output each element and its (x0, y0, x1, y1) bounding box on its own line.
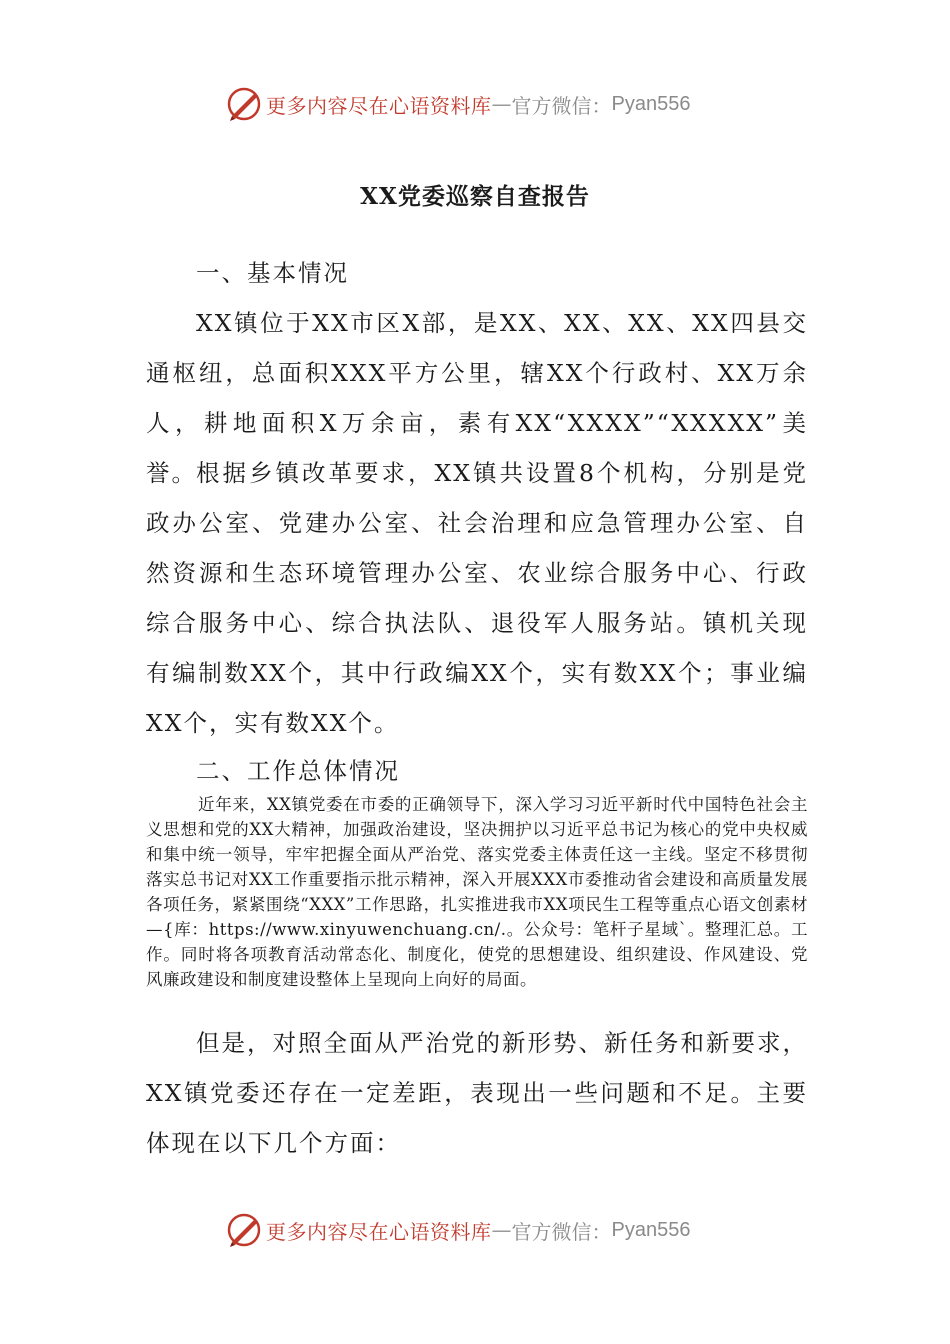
paragraph-town-overview: XX镇位于XX市区X部，是XX、XX、XX、XX四县交通枢纽，总面积XXX平方公里，辖XX个行政村、XX万余人，耕地面积X万余亩，素有XX“XXXX”“XXXXX”美誉。 (146, 309, 808, 487)
paragraph-shortcomings: 但是，对照全面从严治党的新形势、新任务和新要求，XX镇党委还存在一定差距，表现出一些问题和不足。主要体现在以下几个方面： (146, 1029, 808, 1157)
banner-wechat-id: Pyan556 (611, 92, 691, 115)
banner-separator: — (491, 92, 512, 116)
paragraph-institutions: 根据乡镇改革要求，XX镇共设置8个机构，分别是党政办公室、党建办公室、社会治理和应急管理办公室、自然资源和生态环境管理办公室、农业综合服务中心、行政综合服务中心、综合执法队、退役军人服务站。镇机关现有编制数XX个，其中行政编XX个，实有数XX个；事业编XX个，实有数XX个。 (146, 459, 808, 737)
banner-text: 更多内容尽在心语资料库 (266, 93, 492, 118)
pen-circle-logo-icon (226, 86, 262, 122)
section-heading-overall-work: 二、工作总体情况 (196, 757, 400, 785)
banner-separator: — (491, 1218, 512, 1242)
banner-wechat-label: 官方微信： (511, 93, 612, 118)
banner-text: 更多内容尽在心语资料库 (266, 1219, 492, 1244)
section-heading-basic-situation: 一、基本情况 (196, 259, 349, 287)
header-banner (226, 84, 690, 124)
banner-wechat-label: 官方微信： (511, 1219, 612, 1244)
footer-banner (226, 1210, 690, 1250)
document-title: XX党委巡察自查报告 (360, 183, 590, 210)
paragraph-recent-work: 近年来，XX镇党委在市委的正确领导下，深入学习习近平新时代中国特色社会主义思想和党的XX大精神，加强政治建设，坚决拥护以习近平总书记为核心的党中央权威和集中统一领导，牢牢把握全面从严治党、落实党委主体责任这一主线。坚定不移贯彻落实总书记对XX工作重要指示批示精神，深入开展XXX市委推动省会建设和高质量发展各项任务，紧紧围绕“XXX”工作思路，扎实推进我市XX项民生工程等重点心语文创素材—{库：https://www.xinyuwenchuang.cn/.。公众号：笔杆子星域`。整理汇总。工作。同时将各项教育活动常态化、制度化，使党的思想建设、组织建设、作风建设、党风廉政建设和制度建设整体上呈现向上向好的局面。 (146, 795, 808, 989)
pen-circle-logo-icon (226, 1212, 262, 1248)
banner-wechat-id: Pyan556 (611, 1218, 691, 1241)
